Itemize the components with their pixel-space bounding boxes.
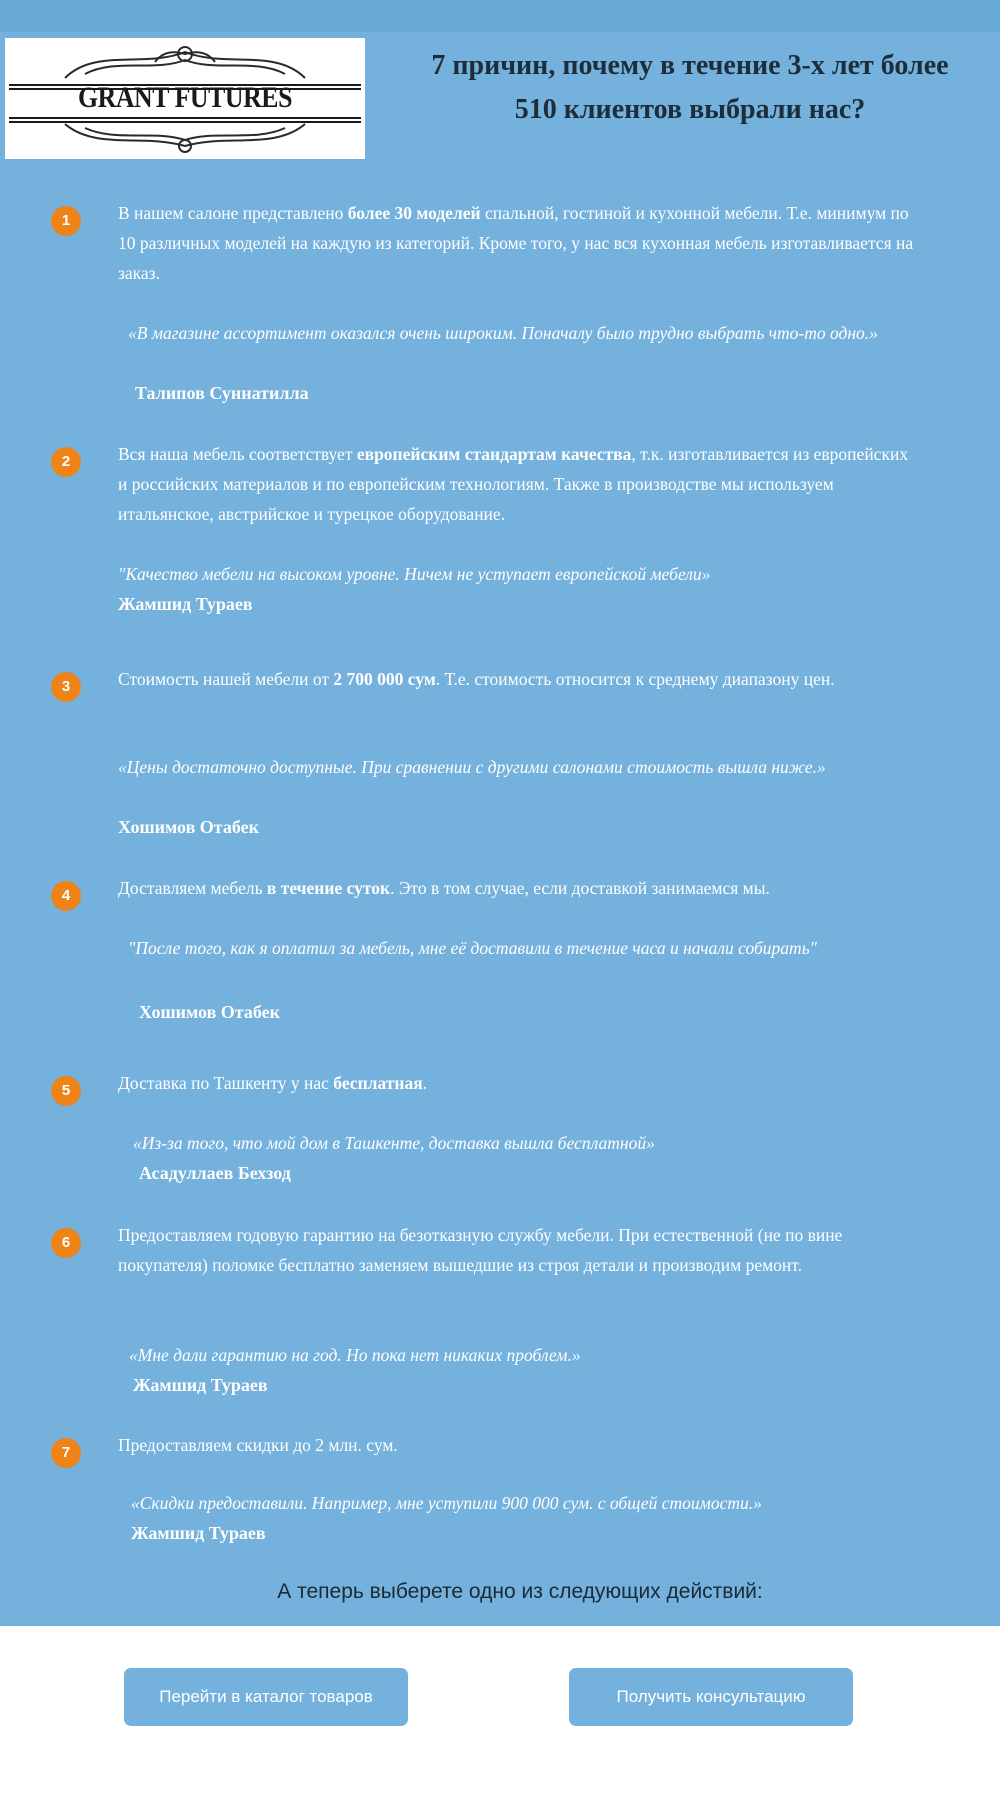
- reason-text-1: [118, 198, 918, 288]
- reason-text-7: [118, 1430, 918, 1460]
- headline-line-2: 510 клиентов выбрали нас?: [514, 94, 866, 125]
- reason-text-highlight: в течение суток: [266, 878, 391, 898]
- number-badge-7: 7: [51, 1438, 81, 1468]
- catalog-button[interactable]: Перейти в каталог товаров: [124, 1668, 408, 1726]
- testimonial-author-1: Талипов Суннатилла: [135, 383, 309, 403]
- reason-text-part: , т.к. изготавливается из европейских и российских материалов и по европейским технологиям. Также в производстве мы используем итальянское, австрийское и турецкое оборудование.: [118, 444, 909, 524]
- reason-text-2: [118, 439, 918, 529]
- number-badge-3: 3: [51, 672, 81, 702]
- testimonial-quote-1: «В магазине ассортимент оказался очень широким. Поначалу было трудно выбрать что-то одно.»: [128, 323, 878, 343]
- reason-text-part: Предоставляем годовую гарантию на безотказную службу мебели. При естественной (не по вине покупателя) поломке бесплатно заменяем вышедшие из строя детали и производим ремонт.: [118, 1225, 843, 1275]
- cta-heading: А теперь выберете одно из следующих действий:: [277, 1580, 763, 1603]
- reason-text-part: Доставка по Ташкенту у нас: [118, 1073, 334, 1093]
- number-badge-2: 2: [51, 447, 81, 477]
- number-badge-4: 4: [51, 881, 81, 911]
- testimonial-quote-6: «Мне дали гарантию на год. Но пока нет никаких проблем.»: [129, 1345, 581, 1365]
- reason-text-part: Стоимость нашей мебели от: [118, 669, 334, 689]
- testimonial-author-4: Хошимов Отабек: [139, 1002, 280, 1022]
- testimonial-author-3: Хошимов Отабек: [118, 817, 259, 837]
- reason-text-6: [118, 1220, 918, 1280]
- reasons-section: [0, 32, 1000, 1626]
- number-badge-1: 1: [51, 206, 81, 236]
- reason-text-highlight: 2 700 000 сум: [333, 669, 436, 689]
- testimonial-author-2: Жамшид Тураев: [118, 594, 253, 614]
- logo-text: GRANT FUTURES: [77, 81, 292, 114]
- number-badge-6: 6: [51, 1228, 81, 1258]
- reason-text-part: . Т.е. стоимость относится к среднему диапазону цен.: [435, 669, 835, 689]
- reason-text-part: Доставляем мебель: [118, 878, 267, 898]
- reason-text-highlight: более 30 моделей: [347, 203, 481, 223]
- headline-line-1: 7 причин, почему в течение 3-х лет более: [431, 50, 949, 81]
- reason-text-part: .: [422, 1073, 428, 1093]
- testimonial-author-7: Жамшид Тураев: [131, 1523, 266, 1543]
- testimonial-author-6: Жамшид Тураев: [133, 1375, 268, 1395]
- reason-text-part: спальной, гостиной и кухонной мебели. Т.е. минимум по 10 различных моделей на каждую из категорий. Кроме того, у нас вся кухонная мебель изготавливается на заказ.: [118, 203, 914, 283]
- reason-text-highlight: бесплатная: [333, 1073, 423, 1093]
- consultation-button[interactable]: Получить консультацию: [569, 1668, 853, 1726]
- testimonial-quote-3: «Цены достаточно доступные. При сравнении с другими салонами стоимость вышла ниже.»: [118, 757, 826, 777]
- reason-text-5: [118, 1068, 918, 1098]
- page-title: [390, 44, 990, 132]
- testimonial-quote-5: «Из-за того, что мой дом в Ташкенте, доставка вышла бесплатной»: [133, 1133, 655, 1153]
- reason-text-part: . Это в том случае, если доставкой занимаемся мы.: [390, 878, 770, 898]
- testimonial-quote-2: "Качество мебели на высоком уровне. Ничем не уступает европейской мебели»: [118, 564, 711, 584]
- reason-text-highlight: европейским стандартам качества: [356, 444, 632, 464]
- logo[interactable]: [5, 38, 365, 159]
- testimonial-author-5: Асадуллаев Бехзод: [139, 1163, 291, 1183]
- testimonial-quote-7: «Скидки предоставили. Например, мне уступили 900 000 сум. с общей стоимости.»: [131, 1493, 762, 1513]
- reason-text-3: [118, 664, 918, 694]
- reason-text-part: В нашем салоне представлено: [118, 203, 348, 223]
- number-badge-5: 5: [51, 1076, 81, 1106]
- top-strip: [0, 0, 1000, 32]
- reason-text-part: Предоставляем скидки до 2 млн. сум.: [118, 1435, 398, 1455]
- reason-text-part: Вся наша мебель соответствует: [118, 444, 357, 464]
- testimonial-quote-4: "После того, как я оплатил за мебель, мне её доставили в течение часа и начали собирать": [128, 938, 818, 958]
- reason-text-4: [118, 873, 918, 903]
